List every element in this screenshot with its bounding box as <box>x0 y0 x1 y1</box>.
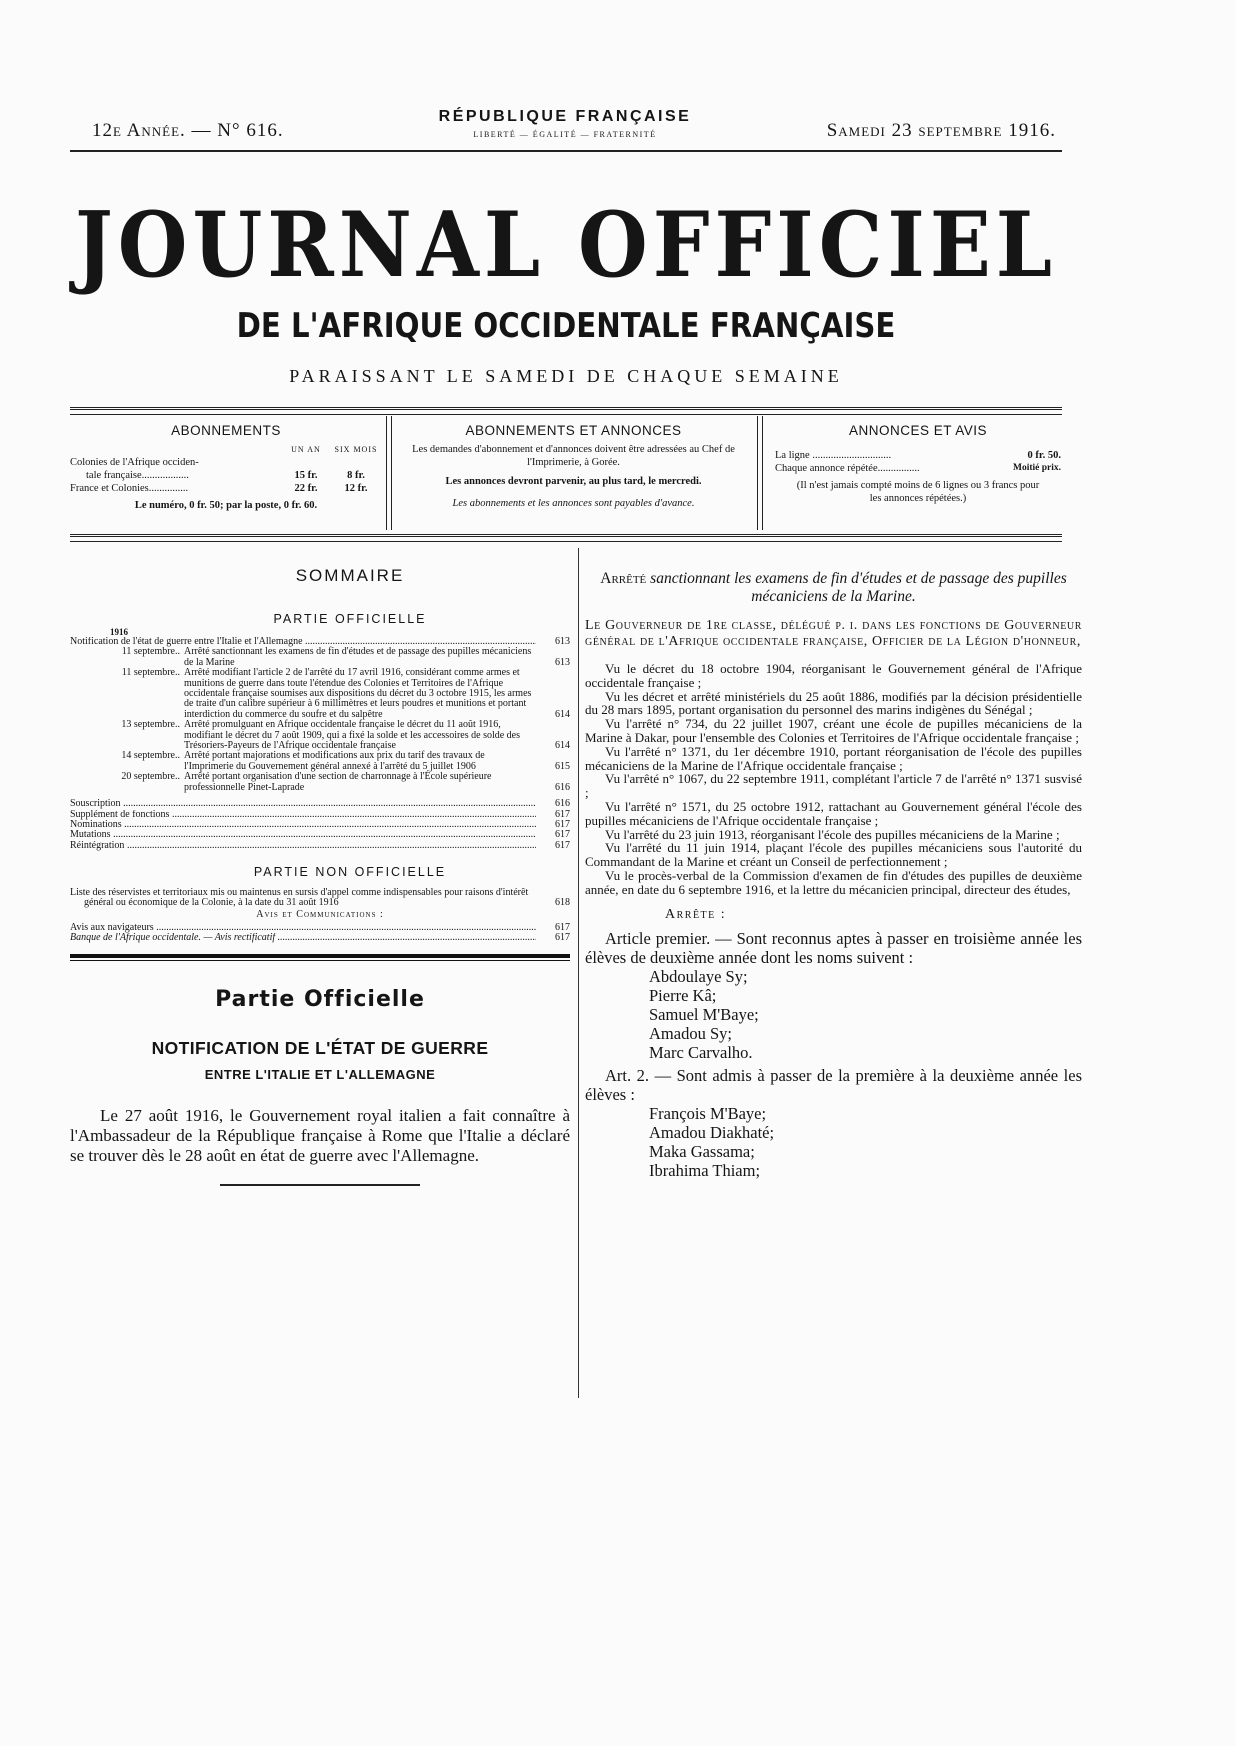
numero-price: Le numéro, 0 fr. 50; par la poste, 0 fr. 60. <box>134 500 318 511</box>
repetee-label: Chaque annonce répétée................ <box>775 463 920 474</box>
row1-label: Colonies de l'Afrique occiden- tale française.................. <box>70 457 199 481</box>
vu-item: Vu l'arrêté n° 1371, du 1er décembre 1910, portant réorganisation de l'école des pupilles mécaniciens de la Marine de l'Afrique occidentale française ; <box>585 743 1082 773</box>
toc-entry: Banque de l'Afrique occidentale. — Avis rectificatif ..... 617 <box>70 933 570 943</box>
annonces-avis-box <box>775 424 1061 505</box>
toc-entry: 14 septembre.. Arrêté portant majorations et modifications aux prix du tarif des travaux de l'Imprimerie du Gouvernement général annexé à l'arrêté du 5 juillet 1906 615 <box>121 750 570 772</box>
abonnements-box <box>70 424 382 512</box>
partie-non-officielle-heading: PARTIE NON OFFICIELLE <box>253 865 447 880</box>
student-name: Ibrahima Thiam; <box>649 1160 761 1180</box>
masthead-subtitle: DE L'AFRIQUE OCCIDENTALE FRANÇAISE <box>236 306 896 346</box>
annonces-avis-title: ANNONCES ET AVIS <box>848 423 988 438</box>
left-column <box>70 566 570 1186</box>
toc-entry: Avis aux navigateurs ..... 617 <box>70 923 570 933</box>
divider <box>70 534 1062 542</box>
toc-entry: 20 septembre.. Arrêté portant organisation d'une section de charronnage à l'École supérieure professionnelle Pinet-Laprade 616 <box>121 771 570 793</box>
motto: LIBERTÉ — ÉGALITÉ — FRATERNITÉ <box>473 130 657 139</box>
toc-entry: Supplément de fonctions ..... 617 <box>70 810 570 820</box>
toc-entry: Mutations ..... 617 <box>70 830 570 840</box>
repetee-price: Moitié prix. <box>1012 463 1061 473</box>
masthead-tagline: PARAISSANT LE SAMEDI DE CHAQUE SEMAINE <box>289 366 843 386</box>
student-name: Amadou Sy; <box>649 1023 732 1043</box>
republic-block <box>420 108 710 139</box>
demandes-text: Les demandes d'abonnement et d'annonces doivent être adressées au Chef de l'Imprimerie, à Gorée. <box>412 444 735 468</box>
toc-entry: Notification de l'état de guerre entre l'Italie et l'Allemagne ..... 613 <box>70 637 570 647</box>
arrete-title: Arrêté sanctionnant les examens de fin d'études et de passage des pupilles mécaniciens de la Marine. <box>600 570 1067 605</box>
col-year-heading: UN AN <box>291 445 321 454</box>
abonnements-annonces-title: ABONNEMENTS ET ANNONCES <box>465 423 682 438</box>
student-name: Marc Carvalho. <box>649 1042 753 1062</box>
toc-entry: 11 septembre.. Arrêté sanctionnant les examens de fin d'études et de passage des pupilles mécaniciens de la Marine 613 <box>121 646 570 668</box>
vu-item: Vu le procès-verbal de la Commission d'examen de fin d'études des pupilles de deuxième année, en date du 6 septembre 1916, et la lettre du mécanicien principal, directeur des études, <box>585 867 1082 897</box>
sommaire-title: SOMMAIRE <box>295 566 405 585</box>
toc-entry: Liste des réservistes et territoriaux mis ou maintenus en sursis d'appel comme indispensables pour raisons d'intérêt général ou économique de la Colonie, à la date du 31 août 1916 618 <box>70 886 570 908</box>
annonces-note: (Il n'est jamais compté moins de 6 lignes ou 3 francs pour les annonces répétées.) <box>796 480 1040 504</box>
student-name: Amadou Diakhaté; <box>649 1122 775 1142</box>
partie-officielle-heading: PARTIE OFFICIELLE <box>273 612 427 626</box>
vu-item: Vu l'arrêté du 23 juin 1913, réorganisant l'école des pupilles mécaniciens de la Marine ; <box>605 826 1060 842</box>
vu-item: Vu l'arrêté n° 1067, du 22 septembre 1911, complétant l'article 7 de l'arrêté n° 1371 susvisé ; <box>585 771 1082 801</box>
row1-year: 15 fr. <box>294 470 318 481</box>
payable-note: Les abonnements et les annonces sont payables d'avance. <box>452 498 695 509</box>
student-name: Abdoulaye Sy; <box>649 966 748 986</box>
top-header <box>70 108 1060 148</box>
article-2: Art. 2. — Sont admis à passer de la première à la deuxième année les élèves : <box>585 1065 1082 1104</box>
row2-label: France et Colonies............... <box>70 483 189 494</box>
divider <box>70 150 1062 152</box>
vu-item: Vu les décret et arrêté ministériels du 25 août 1886, modifiés par la décision présidentielle du 28 mars 1895, portant organisation du personnel des marins indigènes du Sénégal ; <box>585 688 1082 718</box>
row2-year: 22 fr. <box>294 483 318 494</box>
arrete-heading: Arrête : <box>665 906 727 922</box>
vu-item: Vu l'arrêté n° 1571, du 25 octobre 1912, rattachant au Gouvernement général l'école des pupilles mécaniciens de l'Afrique occidentale française ; <box>585 798 1082 828</box>
student-name: Maka Gassama; <box>649 1141 755 1161</box>
column-divider <box>578 548 579 1398</box>
names-list-1 <box>649 967 1082 1062</box>
divider <box>757 416 763 530</box>
article-1: Article premier. — Sont reconnus aptes à passer en troisième année les élèves de deuxième année dont les noms suivent : <box>585 928 1082 967</box>
notification-subtitle: ENTRE L'ITALIE ET L'ALLEMAGNE <box>204 1066 436 1082</box>
toc-year: 1916 <box>110 627 128 637</box>
ligne-label: La ligne .............................. <box>775 450 892 461</box>
toc-entry: Réintégration ..... 617 <box>70 841 570 851</box>
masthead-title: JOURNAL OFFICIEL <box>74 192 1058 298</box>
toc-entry: Nominations ..... 617 <box>70 820 570 830</box>
vu-item: Vu le décret du 18 octobre 1904, réorganisant le Gouvernement général de l'Afrique occidentale française ; <box>585 661 1082 690</box>
right-column <box>585 570 1082 1180</box>
partie-officielle-title: Partie Officielle <box>215 986 425 1012</box>
student-name: Pierre Kâ; <box>649 985 717 1005</box>
table-of-contents <box>70 637 570 944</box>
toc-entry: Souscription ..... 616 <box>70 799 570 809</box>
annonces-deadline: Les annonces devront parvenir, au plus tard, le mercredi. <box>445 476 702 487</box>
divider <box>70 407 1062 415</box>
student-name: Samuel M'Baye; <box>649 1004 759 1024</box>
toc-entry: 11 septembre.. Arrêté modifiant l'article 2 de l'arrêté du 17 avril 1916, considérant comme armes et munitions de guerre dans toute l'étendue des Colonies et Territoires de l'Afrique occidentale française soumises aux dispositions du décret du 3 octobre 1915, les armes de traite d'un calibre supérieur à 6 millimètres et leurs poudres et munitions et portant interdiction du commerce du soufre et du salpêtre 614 <box>121 667 570 720</box>
vu-item: Vu l'arrêté du 11 juin 1914, plaçant l'école des pupilles mécaniciens sous l'autorité du Commandant de la Marine et créant un Conseil de perfectionnement ; <box>585 840 1082 870</box>
vu-item: Vu l'arrêté n° 734, du 22 juillet 1907, créant une école de pupilles mécaniciens de la Marine à Dakar, pour l'ensemble des Colonies et Territoires de l'Afrique occidentale française ; <box>585 716 1082 745</box>
vu-list <box>585 662 1082 897</box>
ligne-price: 0 fr. 50. <box>1027 450 1061 461</box>
avis-heading: Avis et Communications : <box>256 909 384 921</box>
notification-text: Le 27 août 1916, le Gouvernement royal italien a fait connaître à l'Ambassadeur de la République française à Rome que l'Italie a déclaré se trouver dès le 28 août en état de guerre avec l'Allemagne. <box>70 1105 570 1165</box>
names-list-2 <box>649 1104 1082 1180</box>
issue-number: 12e Année. — N° 616. <box>92 120 284 141</box>
row2-six: 12 fr. <box>344 483 368 494</box>
republic-label: RÉPUBLIQUE FRANÇAISE <box>438 108 692 125</box>
section-divider <box>70 954 570 961</box>
notification-title: NOTIFICATION DE L'ÉTAT DE GUERRE <box>151 1037 489 1058</box>
end-divider <box>220 1184 420 1186</box>
col-six-heading: SIX MOIS <box>334 445 378 454</box>
abonnements-annonces-box <box>396 424 751 510</box>
governor-preamble: Le Gouverneur de 1re classe, délégué p. i. dans les fonctions de Gouverneur général de l'Afrique occidentale française, Officier de la Légion d'honneur, <box>585 618 1082 649</box>
abonnements-title: ABONNEMENTS <box>171 423 281 438</box>
student-name: François M'Baye; <box>649 1103 767 1123</box>
issue-date: Samedi 23 septembre 1916. <box>826 120 1056 141</box>
toc-entry: 13 septembre.. Arrêté promulguant en Afrique occidentale française le décret du 11 août 1916, modifiant le décret du 7 août 1909, qui a fixé la solde et les accessoires de solde des Trésoriers-Payeurs de l'Afrique occidentale française 614 <box>121 719 570 752</box>
divider <box>386 416 392 530</box>
row1-six: 8 fr. <box>347 470 365 481</box>
